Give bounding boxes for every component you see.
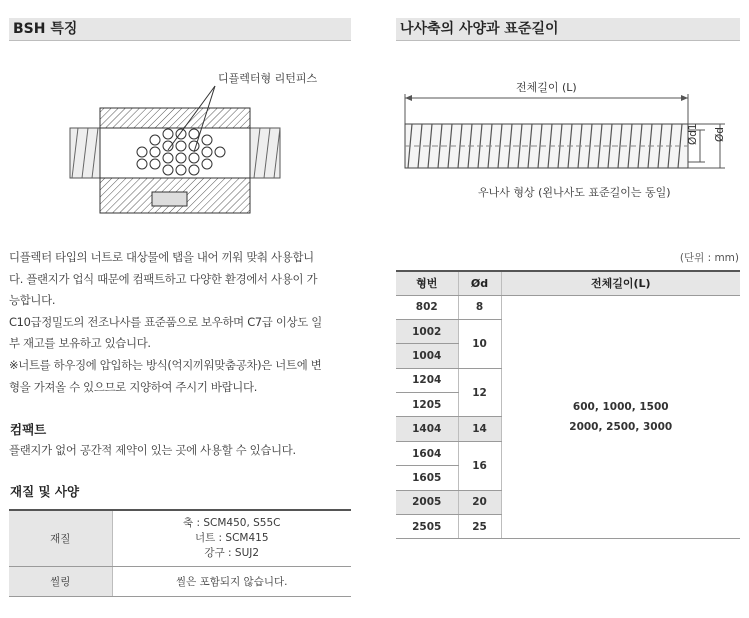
col-total-length: 전체길이(L) — [501, 271, 740, 295]
table-header-row — [396, 271, 740, 295]
d-label: Ød — [714, 127, 726, 142]
table-row — [9, 510, 351, 566]
description-line: ※너트를 하우징에 압입하는 방식(억지끼워맞춤공차)은 너트에 변 — [9, 357, 322, 372]
length-line: 2000, 2500, 3000 — [569, 420, 673, 433]
description-line: 부 재고를 보유하고 있습니다. — [9, 336, 151, 351]
material-line: 너트 : SCM415 — [194, 531, 269, 544]
features-description — [9, 247, 354, 398]
col-diameter: Ød — [458, 271, 501, 295]
description-line: 다. 플랜지가 업식 때문에 컴팩트하고 다양한 환경에서 사용이 가 — [9, 271, 318, 286]
d1-label: Ød1 — [687, 123, 699, 145]
description-line: 형을 가져올 수 있으므로 지양하여 주시기 바랍니다. — [9, 379, 258, 394]
shaft-spec-header: 나사축의 사양과 표준길이 — [396, 18, 740, 41]
shaft-caption: 우나사 형상 (왼나사도 표준길이는 동일) — [478, 186, 671, 199]
diameter-cell: 16 — [458, 441, 501, 490]
sealing-label: 씰링 — [9, 566, 112, 596]
diameter-cell: 12 — [458, 368, 501, 417]
col-model: 형번 — [396, 271, 458, 295]
table-row — [9, 566, 351, 596]
sealing-value: 씰은 포함되지 않습니다. — [112, 566, 351, 596]
length-line: 600, 1000, 1500 — [572, 400, 669, 413]
description-line: C10급정밀도의 전조나사를 표준품으로 보우하며 C7급 이상도 일 — [9, 314, 322, 329]
unit-label: (단위 : mm) — [679, 252, 739, 264]
model-cell: 1205 — [396, 393, 458, 417]
material-line: 강구 : SUJ2 — [204, 546, 260, 559]
diameter-cell: 10 — [458, 319, 501, 368]
description-line: 디플렉터 타입의 너트로 대상물에 탭을 내어 끼워 맞춰 사용합니 — [9, 250, 314, 264]
material-values — [112, 510, 351, 566]
material-spec-title: 재질 및 사양 — [10, 484, 80, 499]
compact-title: 컴팩트 — [10, 422, 47, 437]
compact-text: 플랜지가 없어 공간적 제약이 있는 곳에 사용할 수 있습니다. — [9, 443, 296, 457]
bsh-features-header: BSH 특징 — [9, 18, 351, 41]
model-cell: 1004 — [396, 344, 458, 368]
model-cell: 2005 — [396, 490, 458, 514]
material-line: 축 : SCM450, S55C — [183, 516, 281, 529]
material-spec-table — [9, 509, 351, 597]
material-label: 재질 — [9, 510, 112, 566]
model-cell: 1002 — [396, 319, 458, 343]
table-row — [396, 295, 740, 319]
model-cell: 1605 — [396, 466, 458, 490]
total-length-label: 전체길이 (L) — [516, 81, 577, 94]
diameter-cell: 14 — [458, 417, 501, 441]
standard-length-table — [396, 270, 740, 539]
model-cell: 802 — [396, 295, 458, 319]
model-cell: 2505 — [396, 515, 458, 539]
diameter-cell: 20 — [458, 490, 501, 514]
model-cell: 1204 — [396, 368, 458, 392]
diameter-cell: 25 — [458, 515, 501, 539]
length-cell — [501, 295, 740, 539]
description-line: 능합니다. — [9, 293, 56, 308]
diameter-cell: 8 — [458, 295, 501, 319]
model-cell: 1604 — [396, 441, 458, 465]
model-cell: 1404 — [396, 417, 458, 441]
deflector-callout-label: 디플렉터형 리턴피스 — [218, 72, 318, 85]
